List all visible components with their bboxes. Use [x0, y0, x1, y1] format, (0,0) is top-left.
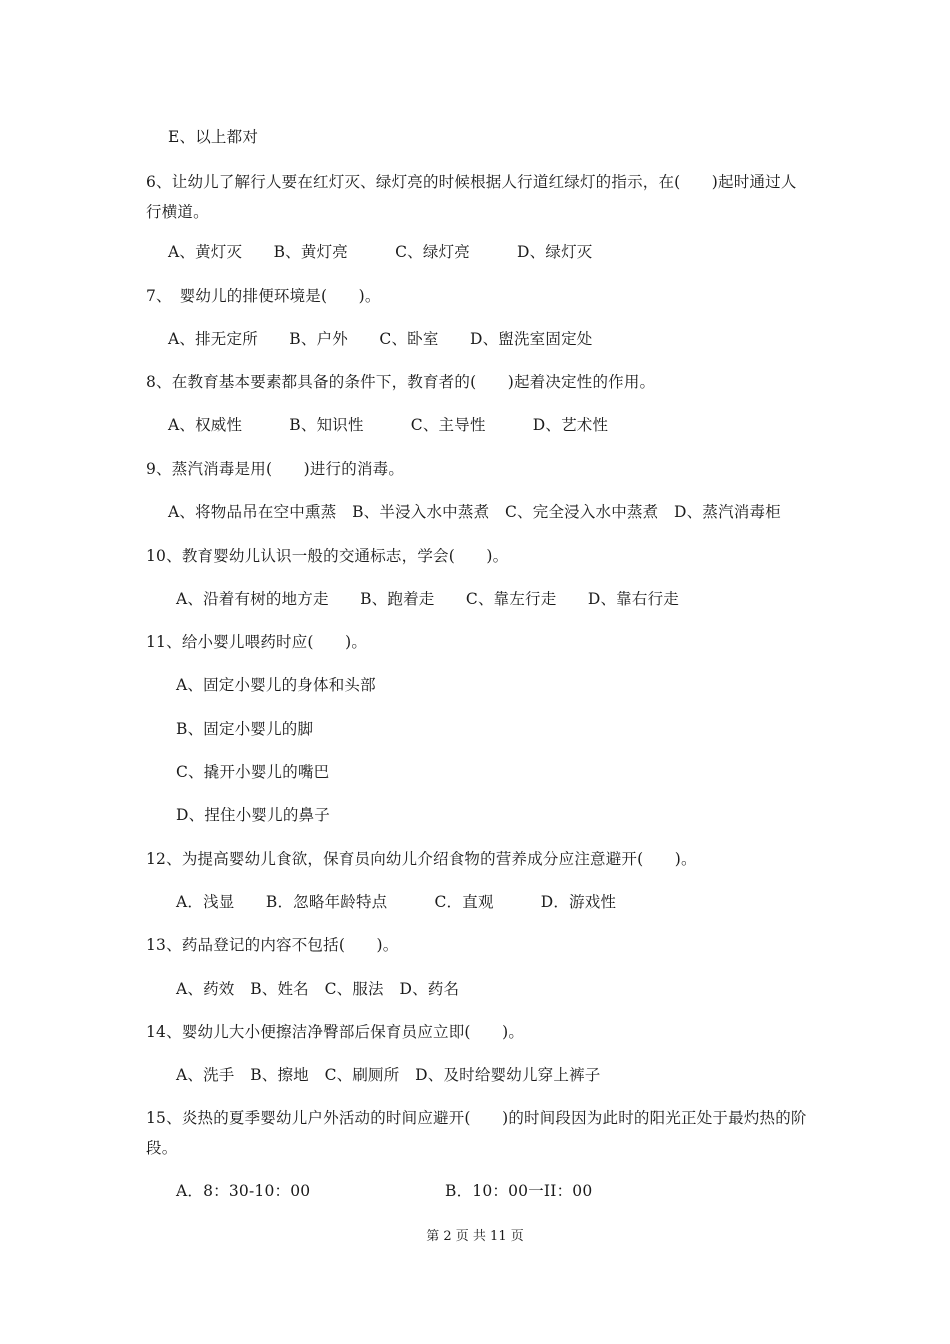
options-q9: A、将物品吊在空中熏蒸 B、半浸入水中蒸煮 C、完全浸入水中蒸煮 D、蒸汽消毒柜: [168, 503, 781, 521]
question-10: 10、教育婴幼儿认识一般的交通标志，学会( )。: [146, 547, 509, 565]
option-q15-b: B．10：00一II：00: [445, 1182, 593, 1200]
question-9: 9、蒸汽消毒是用( )进行的消毒。: [146, 460, 405, 478]
option-q5-e: E、以上都对: [168, 128, 259, 146]
options-q6: A、黄灯灭 B、黄灯亮 C、绿灯亮 D、绿灯灭: [168, 243, 593, 261]
question-13: 13、药品登记的内容不包括( )。: [146, 936, 399, 954]
question-11: 11、给小婴儿喂药时应( )。: [146, 633, 368, 651]
options-q14: A、洗手 B、擦地 C、刷厕所 D、及时给婴幼儿穿上裤子: [176, 1066, 601, 1084]
options-q12: A．浅显 B．忽略年龄特点 C．直观 D．游戏性: [176, 893, 617, 911]
question-15: 15、炎热的夏季婴幼儿户外活动的时间应避开( )的时间段因为此时的阳光正处于最灼热的阶段。: [146, 1109, 807, 1157]
option-q11-c: C、撬开小婴儿的嘴巴: [176, 763, 330, 781]
question-12: 12、为提高婴幼儿食欲，保育员向幼儿介绍食物的营养成分应注意避开( )。: [146, 850, 697, 868]
question-14: 14、婴幼儿大小便擦洁净臀部后保育员应立即( )。: [146, 1023, 525, 1041]
question-8: 8、在教育基本要素都具备的条件下，教育者的( )起着决定性的作用。: [146, 373, 656, 391]
question-6: 6、让幼儿了解行人要在红灯灭、绿灯亮的时候根据人行道红绿灯的指示，在( )起时通过人行横道。: [146, 173, 797, 221]
options-q7: A、排无定所 B、户外 C、卧室 D、盥洗室固定处: [168, 330, 593, 348]
options-q10: A、沿着有树的地方走 B、跑着走 C、靠左行走 D、靠右行走: [176, 590, 679, 608]
options-q13: A、药效 B、姓名 C、服法 D、药名: [176, 980, 460, 998]
option-q15-a: A．8：30-10：00: [176, 1182, 311, 1200]
page-footer: 第 2 页 共 11 页: [426, 1229, 524, 1244]
option-q11-b: B、固定小婴儿的脚: [176, 720, 314, 738]
question-7: 7、 婴幼儿的排便环境是( )。: [146, 287, 381, 305]
options-q8: A、权威性 B、知识性 C、主导性 D、艺术性: [168, 416, 609, 434]
option-q11-d: D、捏住小婴儿的鼻子: [176, 806, 330, 824]
option-q11-a: A、固定小婴儿的身体和头部: [176, 676, 376, 694]
